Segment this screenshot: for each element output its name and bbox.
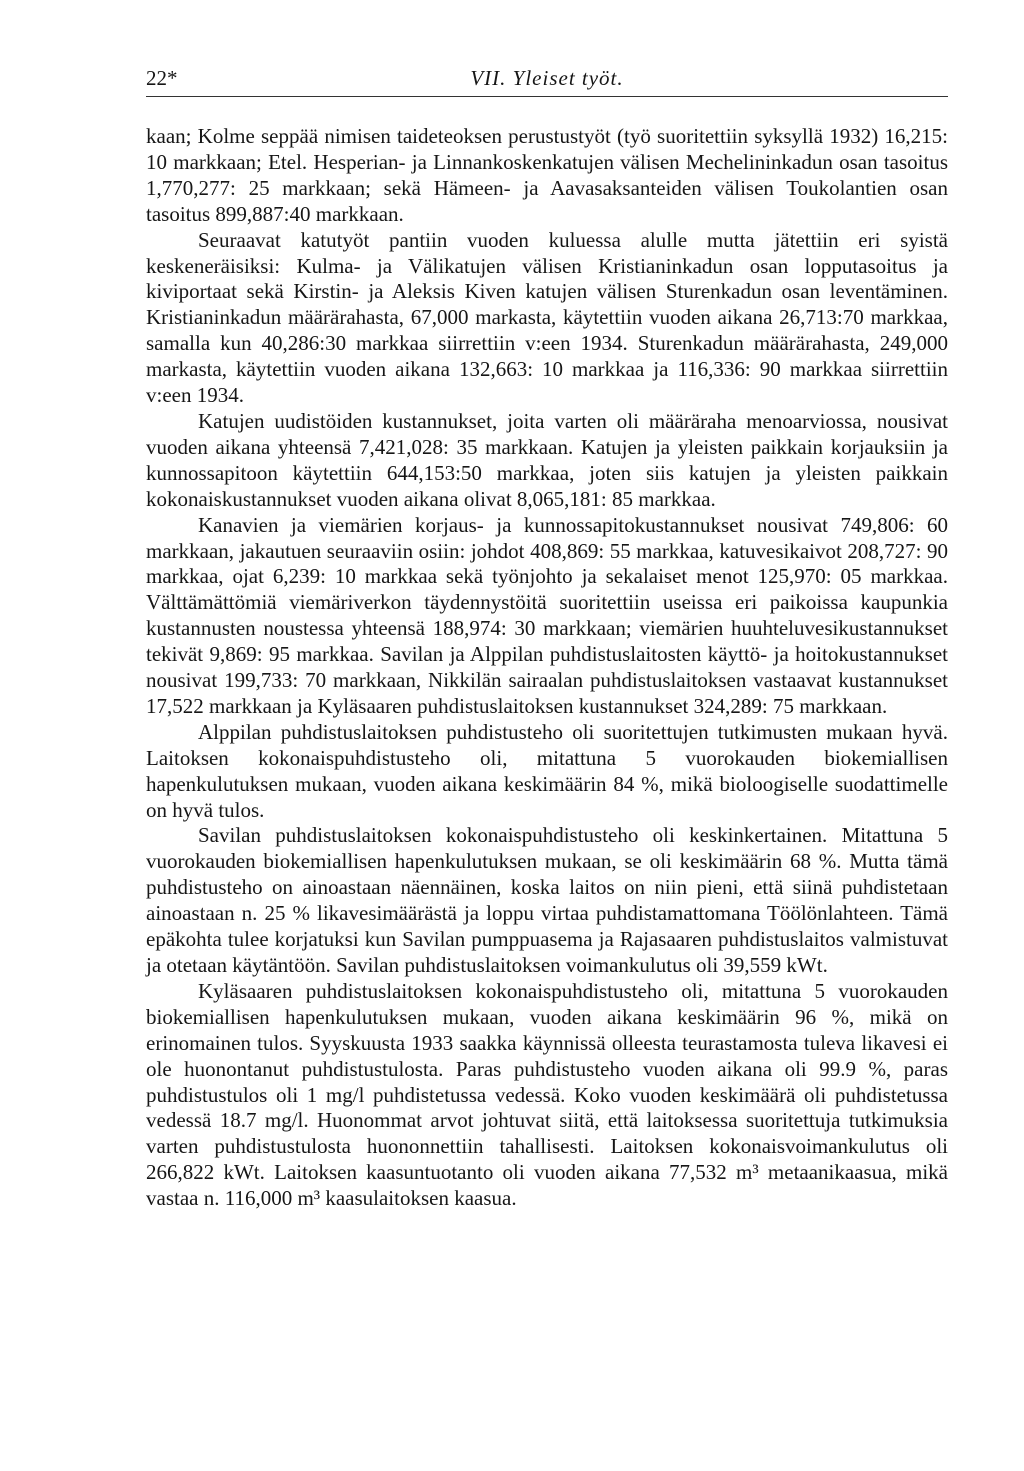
paragraph-3: Katujen uudistöiden kustannukset, joita varten oli määräraha menoarviossa, nousivat vuoden aikana yhteensä 7,421,028: 35 markkaan. Katujen ja yleisten paikkain korjauksiin ja kunnossapitoon käytettiin 644,153:50 markkaa, joten siis katujen ja yleisten paikkain kokonaiskustannukset vuoden aikana olivat 8,065,181: 85 markkaa. [146,408,948,511]
paragraph-2: Seuraavat katutyöt pantiin vuoden kuluessa alulle mutta jätettiin eri syistä keskeneräisiksi: Kulma- ja Välikatujen välisen Kristianinkadun osan lopputasoitus ja kiviportaat sekä Kirstin- ja Aleksis Kiven katujen välisen Sturenkadun osan leventäminen. Kristianinkadun määrärahasta, 67,000 markasta, käytettiin vuoden aikana 26,713:70 markkaa, samalla kun 40,286:30 markkaa siirrettiin v:een 1934. Sturenkadun määrärahasta, 249,000 markasta, käytettiin vuoden aikana 132,663: 10 markkaa ja 116,336: 90 markkaa siirrettiin v:een 1934. [146,227,948,408]
running-head [146,66,948,96]
header-rule [146,96,948,97]
paragraph-5: Alppilan puhdistuslaitoksen puhdistusteho oli suoritettujen tutkimusten mukaan hyvä. Laitoksen kokonaispuhdistusteho oli, mitattuna 5 vuorokauden biokemiallisen hapenkulutuksen mukaan, vuoden aikana keskimäärin 84 %, mikä bioloogiselle suodattimelle on hyvä tulos. [146,719,948,822]
paragraph-6: Savilan puhdistuslaitoksen kokonaispuhdistusteho oli keskinkertainen. Mitattuna 5 vuorokauden biokemiallisen hapenkulutuksen mukaan, se oli keskimäärin 68 %. Mutta tämä puhdistusteho on ainoastaan näennäinen, koska laitos on niin pieni, että siinä puhdistetaan ainoastaan n. 25 % likavesimäärästä ja loppu virtaa puhdistamattomana Töölönlahteen. Tämä epäkohta tulee korjatuksi kun Savilan pumppuasema ja Rajasaaren puhdistuslaitos valmistuvat ja otetaan käytäntöön. Savilan puhdistuslaitoksen voimankulutus oli 39,559 kWt. [146,823,948,977]
chapter-title: VII. Yleiset työt. [470,66,624,90]
paragraph-7: Kyläsaaren puhdistuslaitoksen kokonaispuhdistusteho oli, mitattuna 5 vuorokauden biokemiallisen hapenkulutuksen mukaan, vuoden aikana keskimäärin 96 %, mikä on erinomainen tulos. Syyskuusta 1933 saakka käynnissä olleesta teurastamosta tuleva likavesi ei ole huonontanut puhdistustulosta. Paras puhdistusteho vuoden aikana oli 99.9 %, paras puhdistustulos oli 1 mg/l puhdistetussa vedessä. Koko vuoden keskimäärä oli puhdistetussa vedessä 18.7 mg/l. Huonommat arvot johtuvat siitä, että laitoksessa suoritettuja tutkimuksia varten puhdistustulosta huononnettiin tahallisesti. Laitoksen kokonaisvoimankulutus oli 266,822 kWt. Laitoksen kaasuntuotanto oli vuoden aikana 77,532 m³ metaanikaasua, mikä vastaa n. 116,000 m³ kaasulaitoksen kaasua. [146,978,948,1211]
body-text [146,124,948,1212]
paragraph-1: kaan; Kolme seppää nimisen taideteoksen perustustyöt (työ suoritettiin syksyllä 1932) 16,215: 10 markkaan; Etel. Hesperian- ja Linnankoskenkatujen välisen Mechelininkadun osan tasoitus 1,770,277: 25 markkaan; sekä Hämeen- ja Aavasaksanteiden välisen Toukolantien osan tasoitus 899,887:40 markkaan. [146,124,948,226]
page-number: 22* [146,66,178,90]
paragraph-4: Kanavien ja viemärien korjaus- ja kunnossapitokustannukset nousivat 749,806: 60 markkaan, jakautuen seuraaviin osiin: johdot 408,869: 55 markkaa, katuvesikaivot 208,727: 90 markkaa, ojat 6,239: 10 markkaa sekä työnjohto ja sekalaiset menot 125,970: 05 markkaa. Välttämättömiä viemäriverkon täydennystöitä suoritettiin useissa eri paikoissa kaupunkia kustannusten noustessa yhteensä 188,974: 30 markkaan; viemärien huuhteluvesikustannukset tekivät 9,869: 95 markkaa. Savilan ja Alppilan puhdistuslaitosten käyttö- ja hoitokustannukset nousivat 199,733: 70 markkaan, Nikkilän sairaalan puhdistuslaitoksen vastaavat kustannukset 17,522 markkaan ja Kyläsaaren puhdistuslaitoksen kustannukset 324,289: 75 markkaan. [146,512,948,718]
